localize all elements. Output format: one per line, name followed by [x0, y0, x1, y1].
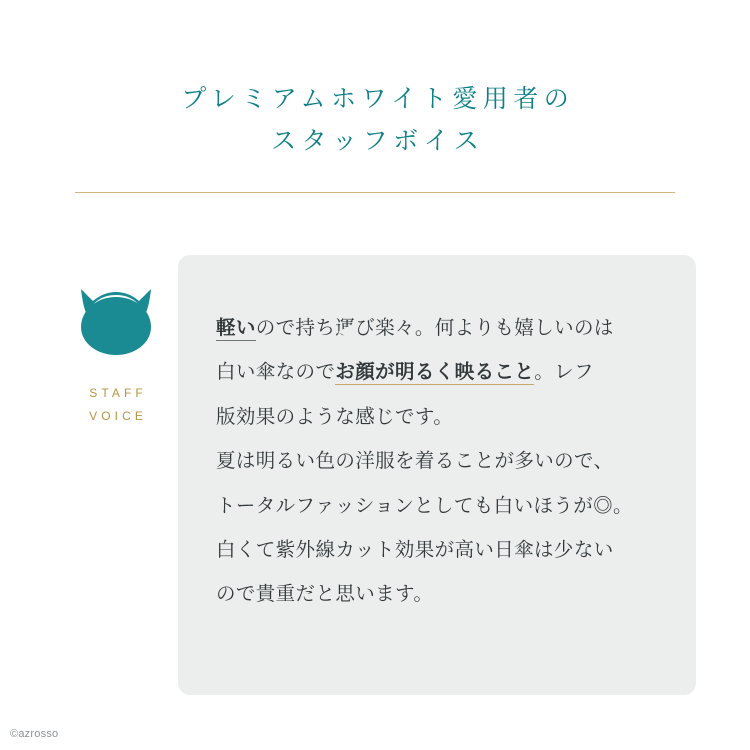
testimonial-text: ので持ち運び楽々。何よりも嬉しいのは	[255, 317, 614, 339]
copyright-notice: ©azrosso	[10, 728, 59, 740]
testimonial-text: 。レフ	[534, 362, 594, 384]
testimonial-text: ので貴重だと思います。	[216, 584, 434, 606]
testimonial-text: 白くて紫外線カット効果が高い日傘は少ない	[216, 540, 614, 562]
staff-label-line-1: STAFF	[89, 385, 147, 400]
staff-voice-badge	[52, 287, 180, 428]
header-divider	[75, 192, 675, 193]
page-title-line-1: プレミアムホワイト愛用者の	[181, 85, 575, 113]
testimonial-highlight-gold: お顔が明るく映ること	[335, 362, 535, 384]
staff-label-line-2: VOICE	[89, 408, 147, 423]
testimonial-text: 版効果のような感じです。	[216, 406, 454, 428]
testimonial-bubble	[178, 255, 696, 695]
testimonial-highlight-light: 軽い	[216, 317, 256, 339]
testimonial-text: トータルファッションとしても白いほうが◎。	[216, 495, 633, 517]
page-title	[0, 79, 750, 164]
testimonial-line	[216, 396, 658, 440]
testimonial-line	[216, 573, 658, 617]
testimonial-section	[0, 255, 750, 725]
testimonial-line	[216, 351, 658, 395]
testimonial-line	[216, 307, 658, 351]
page-header	[0, 0, 750, 193]
testimonial-line	[216, 440, 658, 484]
testimonial-line	[216, 529, 658, 573]
testimonial-text: 夏は明るい色の洋服を着ることが多いので、	[216, 451, 614, 473]
bubble-tail	[338, 321, 358, 343]
testimonial-text: 白い傘なので	[216, 362, 336, 384]
page-title-line-2: スタッフボイス	[271, 128, 485, 156]
staff-voice-label	[52, 382, 180, 428]
cat-head-icon	[52, 287, 180, 362]
testimonial-line	[216, 485, 658, 529]
